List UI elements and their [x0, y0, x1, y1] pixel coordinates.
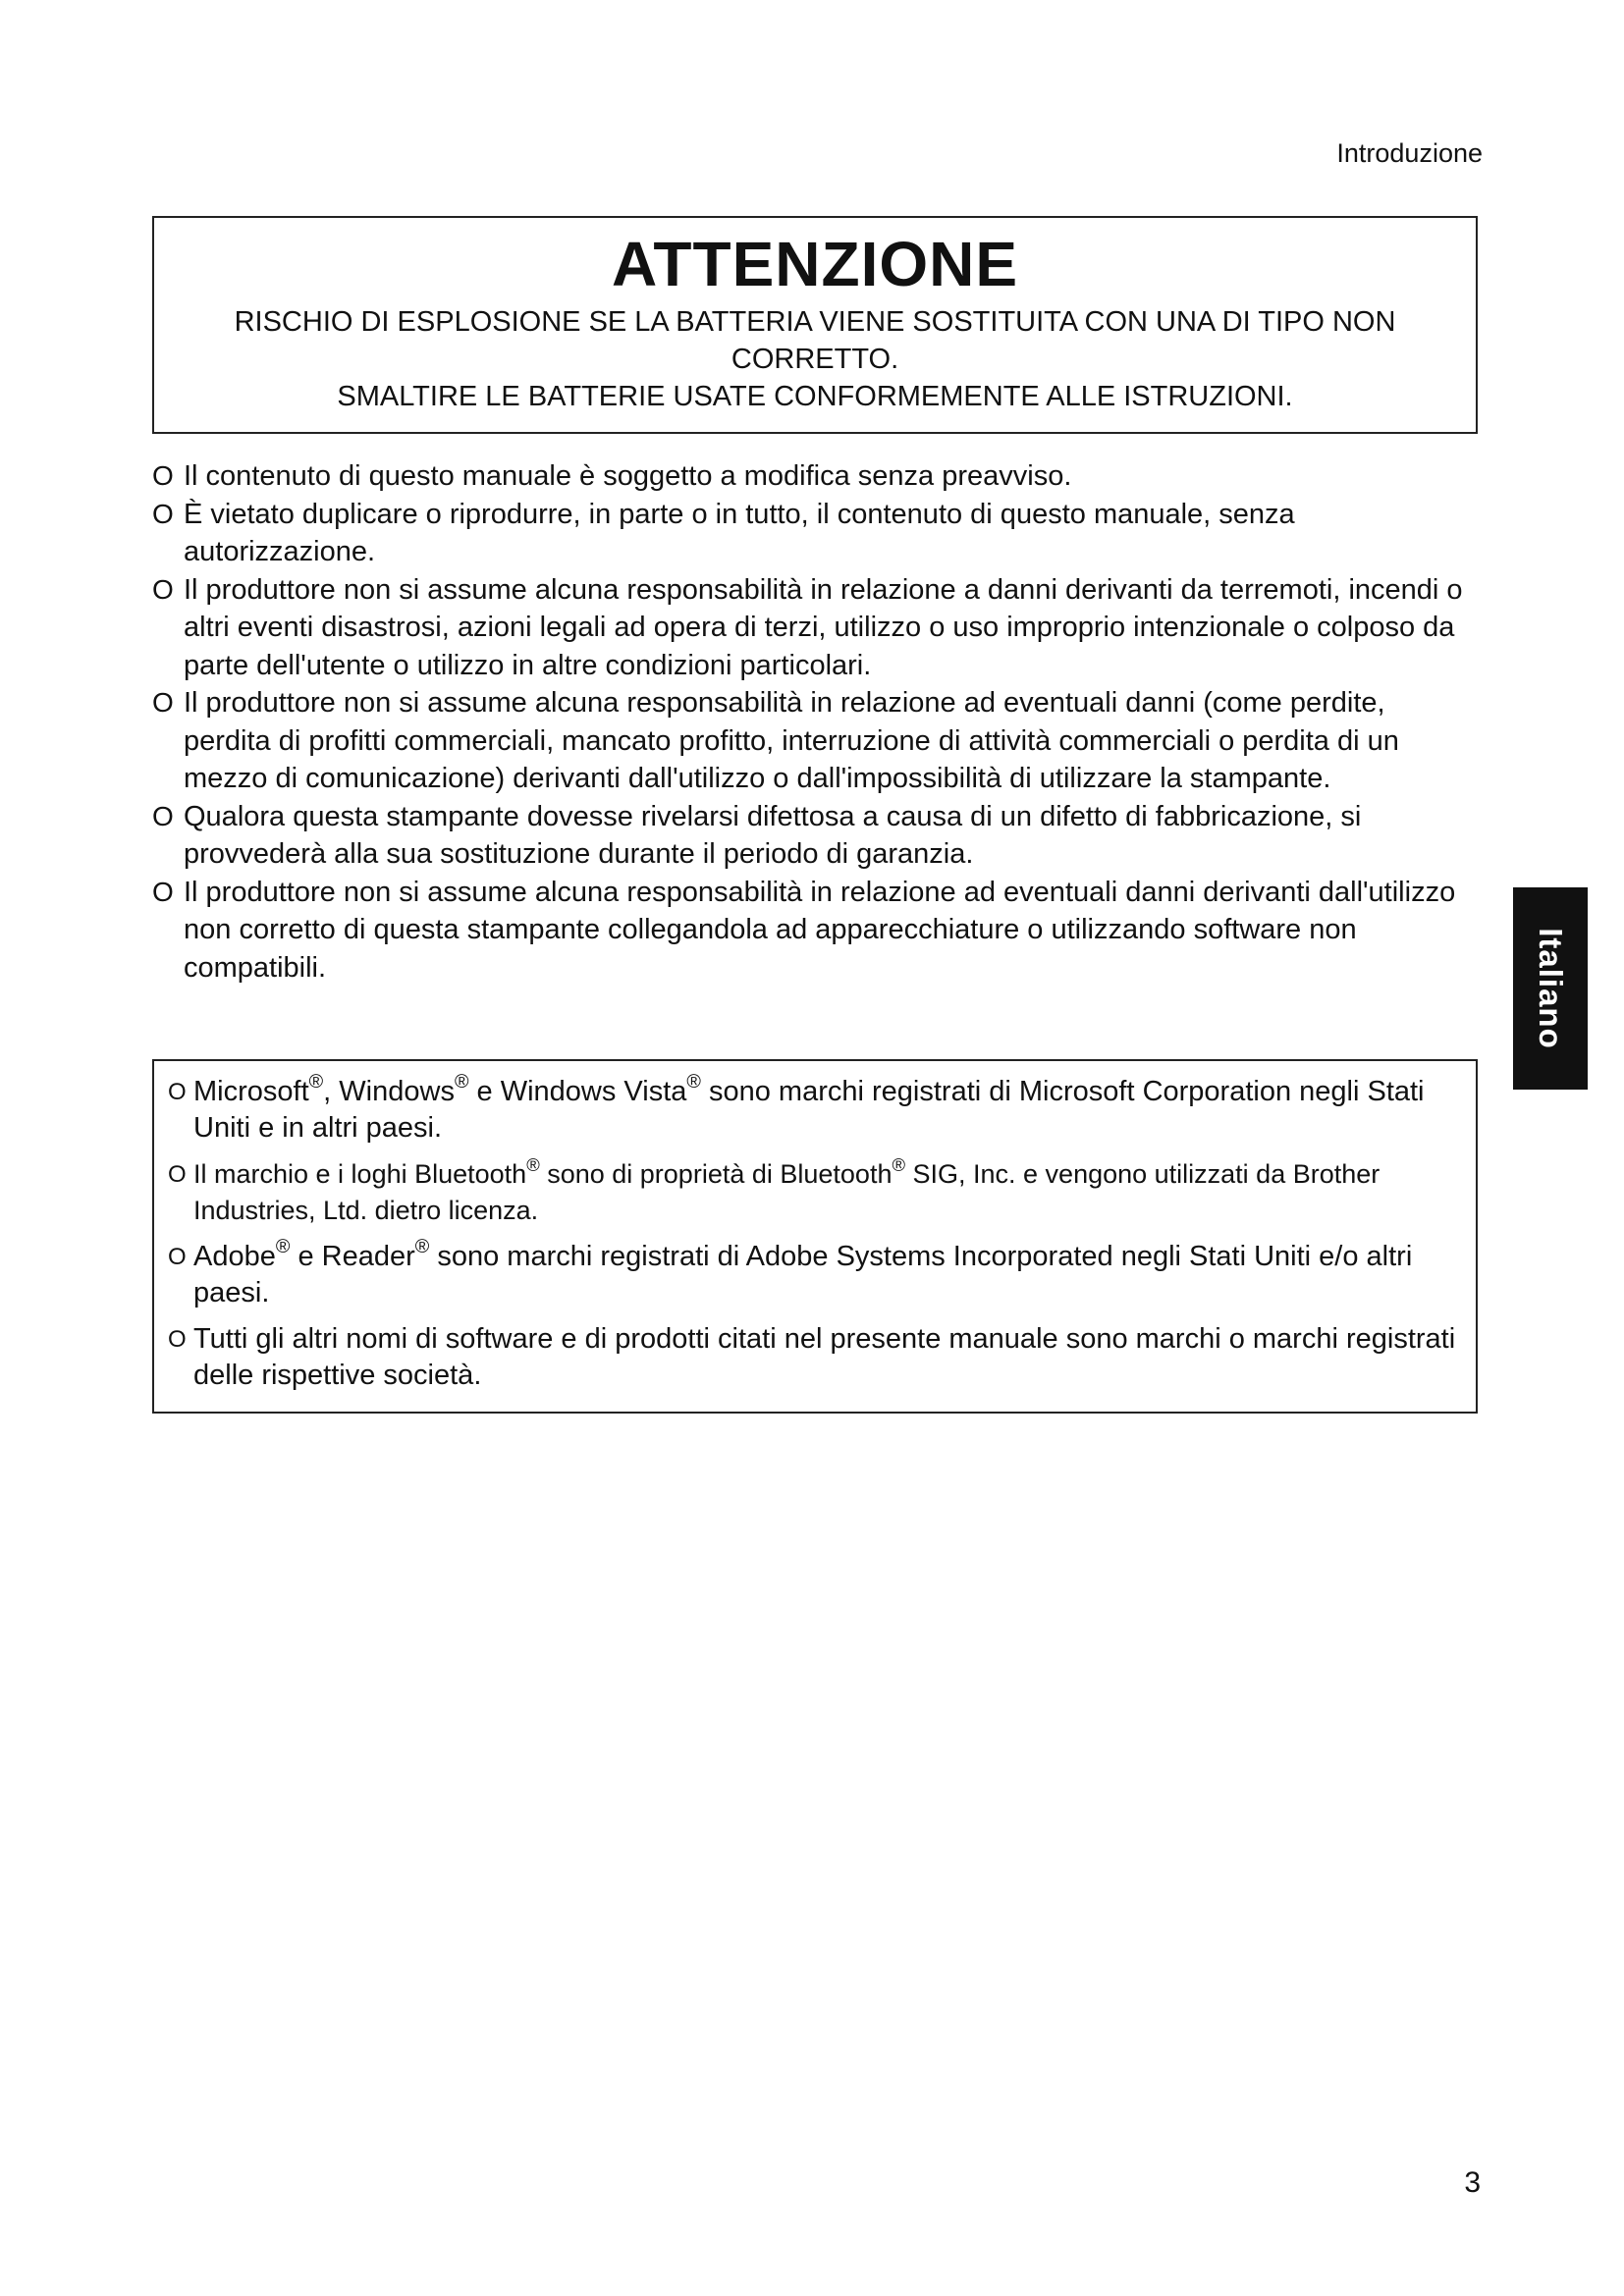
- bullet-circle-icon: O: [168, 1326, 187, 1353]
- warning-title: ATTENZIONE: [611, 229, 1019, 299]
- bullet-circle-icon: O: [168, 1244, 187, 1270]
- bullet-circle-icon: O: [152, 876, 174, 907]
- brand-reader: Reader: [321, 1241, 415, 1272]
- language-tab-label: Italiano: [1533, 928, 1569, 1049]
- registered-mark: ®: [308, 1071, 324, 1094]
- trademark-text: sono marchi registrati di Microsoft Corporation negli Stati Uniti e in altri paesi.: [193, 1076, 1425, 1144]
- trademark-text: Il marchio e i loghi Bluetooth: [193, 1159, 527, 1189]
- notice-list: [152, 457, 1478, 987]
- bullet-circle-icon: O: [168, 1161, 187, 1188]
- notice-item: [152, 571, 1478, 685]
- trademark-list: [168, 1071, 1462, 1394]
- bullet-circle-icon: O: [152, 573, 174, 605]
- page-number: 3: [1464, 2166, 1481, 2199]
- language-tab: [1513, 887, 1588, 1090]
- trademark-microsoft: [168, 1071, 1462, 1147]
- registered-mark: ®: [414, 1236, 430, 1258]
- trademark-others: [168, 1321, 1462, 1394]
- notice-text: Il produttore non si assume alcuna responsabilità in relazione ad eventuali danni (come perdite, perdita di profitti commerciali, mancato profitto, interruzione di attività commerciali o perdita di un mezzo di comunicazione) derivanti dall'utilizzo o dall'impossibilità di utilizzare la stampante.: [184, 687, 1399, 794]
- bullet-circle-icon: O: [152, 498, 174, 529]
- notice-text: Qualora questa stampante dovesse rivelarsi difettosa a causa di un difetto di fabbricazione, si provvederà alla sua sostituzione durante il periodo di garanzia.: [184, 800, 1362, 870]
- notice-text: Il contenuto di questo manuale è soggetto a modifica senza preavviso.: [184, 460, 1072, 492]
- notice-text: È vietato duplicare o riprodurre, in parte o in tutto, il contenuto di questo manuale, senza autorizzazione.: [184, 498, 1295, 567]
- brand-windows-vista: Windows Vista: [500, 1076, 687, 1107]
- trademark-bluetooth: [168, 1156, 1462, 1229]
- bullet-circle-icon: O: [152, 687, 174, 718]
- trademark-adobe: [168, 1236, 1462, 1311]
- brand-adobe: Adobe: [193, 1241, 276, 1272]
- trademark-text: Tutti gli altri nomi di software e di prodotti citati nel presente manuale sono marchi o marchi registrati delle rispettive società.: [193, 1323, 1456, 1391]
- separator: e: [468, 1076, 501, 1107]
- warning-explosion-risk: RISCHIO DI ESPLOSIONE SE LA BATTERIA VIENE SOSTITUITA CON UNA DI TIPO NON CORRETTO.: [234, 306, 1396, 375]
- trademark-text: sono di proprietà di Bluetooth: [539, 1159, 893, 1189]
- notice-text: Il produttore non si assume alcuna responsabilità in relazione ad eventuali danni derivanti dall'utilizzo non corretto di questa stampante collegandola ad apparecchiature o utilizzando software non compatibili.: [184, 876, 1456, 984]
- registered-mark: ®: [454, 1071, 469, 1094]
- notice-item: [152, 457, 1478, 496]
- section-title: Introduzione: [1336, 138, 1483, 168]
- separator: e: [290, 1241, 322, 1272]
- notice-item: [152, 496, 1478, 571]
- brand-windows: Windows: [339, 1076, 455, 1107]
- trademark-text: SIG, Inc. e vengono utilizzati da Brother Industries, Ltd. dietro licenza.: [193, 1159, 1380, 1225]
- registered-mark: ®: [275, 1236, 291, 1258]
- bullet-circle-icon: O: [152, 460, 174, 491]
- registered-mark: ®: [892, 1154, 905, 1176]
- notice-item: [152, 874, 1478, 988]
- trademark-text: sono marchi registrati di Adobe Systems Incorporated negli Stati Uniti e/o altri paesi.: [193, 1241, 1413, 1308]
- separator: ,: [323, 1076, 340, 1107]
- warning-box: [152, 216, 1478, 434]
- bullet-circle-icon: O: [168, 1079, 187, 1105]
- trademark-box: [152, 1059, 1478, 1414]
- brand-microsoft: Microsoft: [193, 1076, 309, 1107]
- notice-item: [152, 798, 1478, 874]
- registered-mark: ®: [526, 1154, 540, 1176]
- registered-mark: ®: [686, 1071, 701, 1094]
- warning-disposal: SMALTIRE LE BATTERIE USATE CONFORMEMENTE ALLE ISTRUZIONI.: [337, 381, 1293, 412]
- notice-item: [152, 684, 1478, 798]
- notice-text: Il produttore non si assume alcuna responsabilità in relazione a danni derivanti da terremoti, incendi o altri eventi disastrosi, azioni legali ad opera di terzi, utilizzo o uso improprio intenzionale o colposo da parte dell'utente o utilizzo in altre condizioni particolari.: [184, 573, 1463, 681]
- bullet-circle-icon: O: [152, 800, 174, 831]
